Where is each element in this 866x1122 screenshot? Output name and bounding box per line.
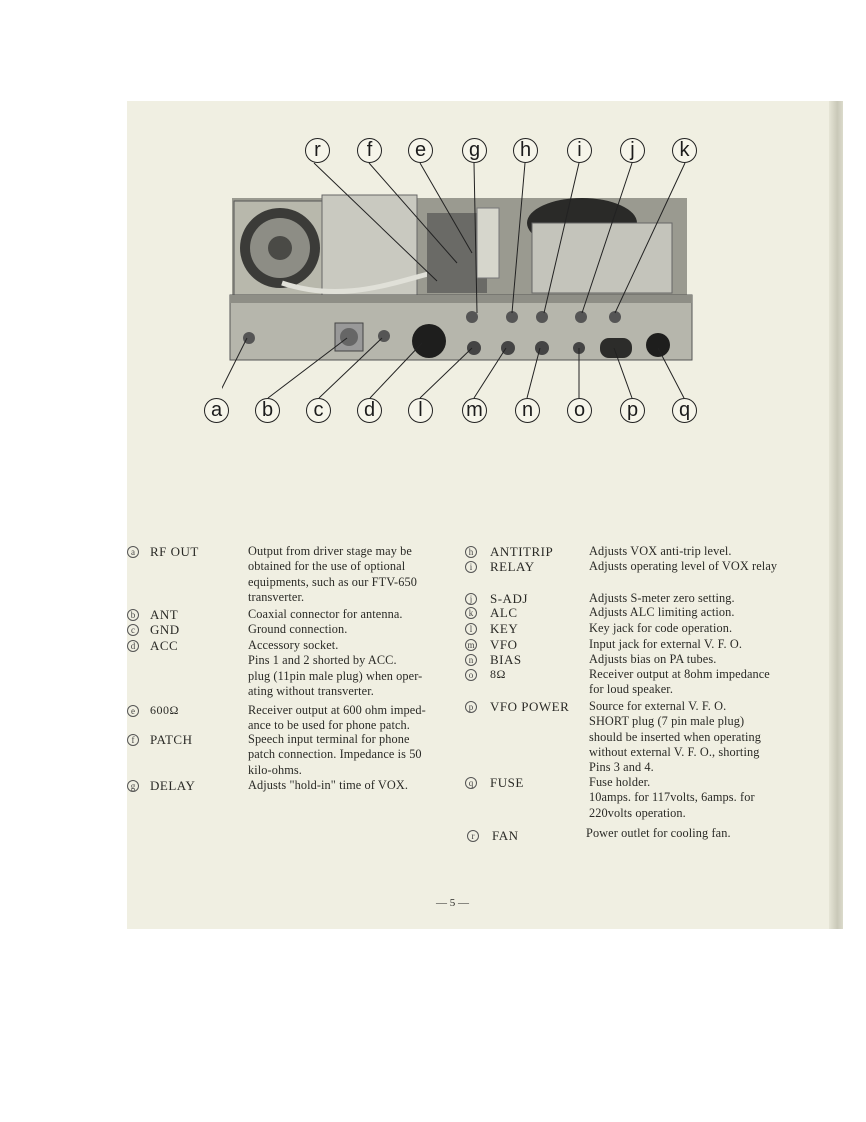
marker-a: a	[127, 546, 139, 558]
desc-alc	[589, 605, 735, 620]
label-delay: DELAY	[150, 778, 196, 793]
callout-b: b	[255, 398, 280, 423]
desc-line: Source for external V. F. O.	[589, 699, 727, 713]
desc-line: Output from driver stage may be	[248, 544, 412, 558]
desc-line: ating without transverter.	[248, 683, 374, 698]
label-antitrip: ANTITRIP	[490, 544, 554, 559]
marker-i: i	[465, 561, 477, 573]
label-vfo-power: VFO POWER	[490, 699, 570, 714]
callout-h: h	[513, 138, 538, 163]
desc-s-adj	[589, 591, 735, 606]
desc-line: Adjusts S-meter zero setting.	[589, 591, 735, 605]
desc-line: SHORT plug (7 pin male plug)	[589, 714, 745, 729]
label-relay: RELAY	[490, 559, 535, 574]
desc-antitrip	[589, 544, 732, 559]
label-bias: BIAS	[490, 652, 522, 667]
desc-line: Ground connection.	[248, 622, 348, 636]
marker-g: g	[127, 780, 139, 792]
desc-line: Speech input terminal for phone	[248, 732, 410, 746]
label-fuse: FUSE	[490, 775, 524, 790]
label-600-ohm: 600Ω	[150, 703, 179, 717]
desc-line: patch connection. Impedance is 50	[248, 747, 422, 762]
callout-r: r	[305, 138, 330, 163]
desc-line: Input jack for external V. F. O.	[589, 637, 743, 651]
desc-line: Coaxial connector for antenna.	[248, 607, 403, 621]
rear-panel-illustration	[222, 133, 700, 428]
label-gnd: GND	[150, 622, 180, 637]
marker-d: d	[127, 640, 139, 652]
marker-p: p	[465, 701, 477, 713]
desc-line: ance to be used for phone patch.	[248, 718, 410, 733]
marker-j: j	[465, 593, 477, 605]
marker-o: o	[465, 669, 477, 681]
label-alc: ALC	[490, 605, 518, 620]
desc-line: 220volts operation.	[589, 805, 686, 820]
page-number: — 5 —	[436, 897, 469, 909]
marker-c: c	[127, 624, 139, 636]
callout-a: a	[204, 398, 229, 423]
desc-delay	[248, 778, 408, 793]
desc-vfo	[589, 637, 742, 652]
desc-bias	[589, 652, 716, 667]
callout-g: g	[462, 138, 487, 163]
label-fan: FAN	[492, 828, 519, 843]
callout-k: k	[672, 138, 697, 163]
desc-line: Receiver output at 600 ohm imped-	[248, 703, 426, 717]
desc-gnd	[248, 622, 347, 637]
desc-line: should be inserted when operating	[589, 729, 761, 744]
desc-line: Adjusts operating level of VOX relay	[589, 559, 778, 573]
callout-c: c	[306, 398, 331, 423]
page-edge-shadow	[829, 101, 843, 929]
desc-line: without external V. F. O., shorting	[589, 744, 760, 759]
desc-line: Key jack for code operation.	[589, 621, 733, 635]
label-8-ohm: 8Ω	[490, 667, 506, 681]
desc-patch	[248, 732, 422, 778]
desc-relay	[589, 559, 777, 574]
label-s-adj: S-ADJ	[490, 591, 528, 606]
callout-o: o	[567, 398, 592, 423]
rear-panel-photo	[222, 133, 700, 428]
callout-m: m	[462, 398, 487, 423]
desc-line: Adjusts "hold-in" time of VOX.	[248, 778, 409, 792]
label-patch: PATCH	[150, 732, 193, 747]
callout-e: e	[408, 138, 433, 163]
marker-h: h	[465, 546, 477, 558]
label-ant: ANT	[150, 607, 179, 622]
marker-r: r	[467, 830, 479, 842]
desc-line: Receiver output at 8ohm impedance	[589, 667, 770, 681]
desc-line: Adjusts ALC limiting action.	[589, 605, 735, 619]
desc-line: plug (11pin male plug) when oper-	[248, 668, 423, 683]
desc-600-ohm	[248, 703, 426, 734]
callout-q: q	[672, 398, 697, 423]
desc-ant	[248, 607, 403, 622]
desc-line: Pins 1 and 2 shorted by ACC.	[248, 653, 397, 668]
callout-i: i	[567, 138, 592, 163]
desc-line: obtained for the use of optional	[248, 559, 406, 574]
desc-line: transverter.	[248, 589, 305, 604]
marker-n: n	[465, 654, 477, 666]
marker-f: f	[127, 734, 139, 746]
desc-line: kilo-ohms.	[248, 762, 302, 777]
callout-l: l	[408, 398, 433, 423]
marker-q: q	[465, 777, 477, 789]
callout-p: p	[620, 398, 645, 423]
label-acc: ACC	[150, 638, 179, 653]
desc-line: Adjusts VOX anti-trip level.	[589, 544, 732, 558]
desc-line: Power outlet for cooling fan.	[586, 826, 731, 840]
desc-acc	[248, 638, 422, 699]
desc-fuse	[589, 775, 755, 821]
desc-line: Fuse holder.	[589, 775, 651, 789]
callout-d: d	[357, 398, 382, 423]
desc-line: Adjusts bias on PA tubes.	[589, 652, 717, 666]
desc-key	[589, 621, 732, 636]
callout-j: j	[620, 138, 645, 163]
marker-l: l	[465, 623, 477, 635]
desc-vfo-power	[589, 699, 761, 775]
marker-b: b	[127, 609, 139, 621]
desc-line: for loud speaker.	[589, 682, 673, 697]
desc-8-ohm	[589, 667, 770, 698]
label-key: KEY	[490, 621, 519, 636]
label-rf-out: RF OUT	[150, 544, 199, 559]
desc-rf-out	[248, 544, 417, 605]
desc-line: Pins 3 and 4.	[589, 760, 654, 775]
desc-line: equipments, such as our FTV-650	[248, 574, 417, 589]
desc-line: 10amps. for 117volts, 6amps. for	[589, 790, 755, 805]
marker-e: e	[127, 705, 139, 717]
marker-m: m	[465, 639, 477, 651]
label-vfo: VFO	[490, 637, 518, 652]
callout-f: f	[357, 138, 382, 163]
desc-line: Accessory socket.	[248, 638, 339, 652]
callout-n: n	[515, 398, 540, 423]
desc-fan	[586, 826, 731, 841]
marker-k: k	[465, 607, 477, 619]
